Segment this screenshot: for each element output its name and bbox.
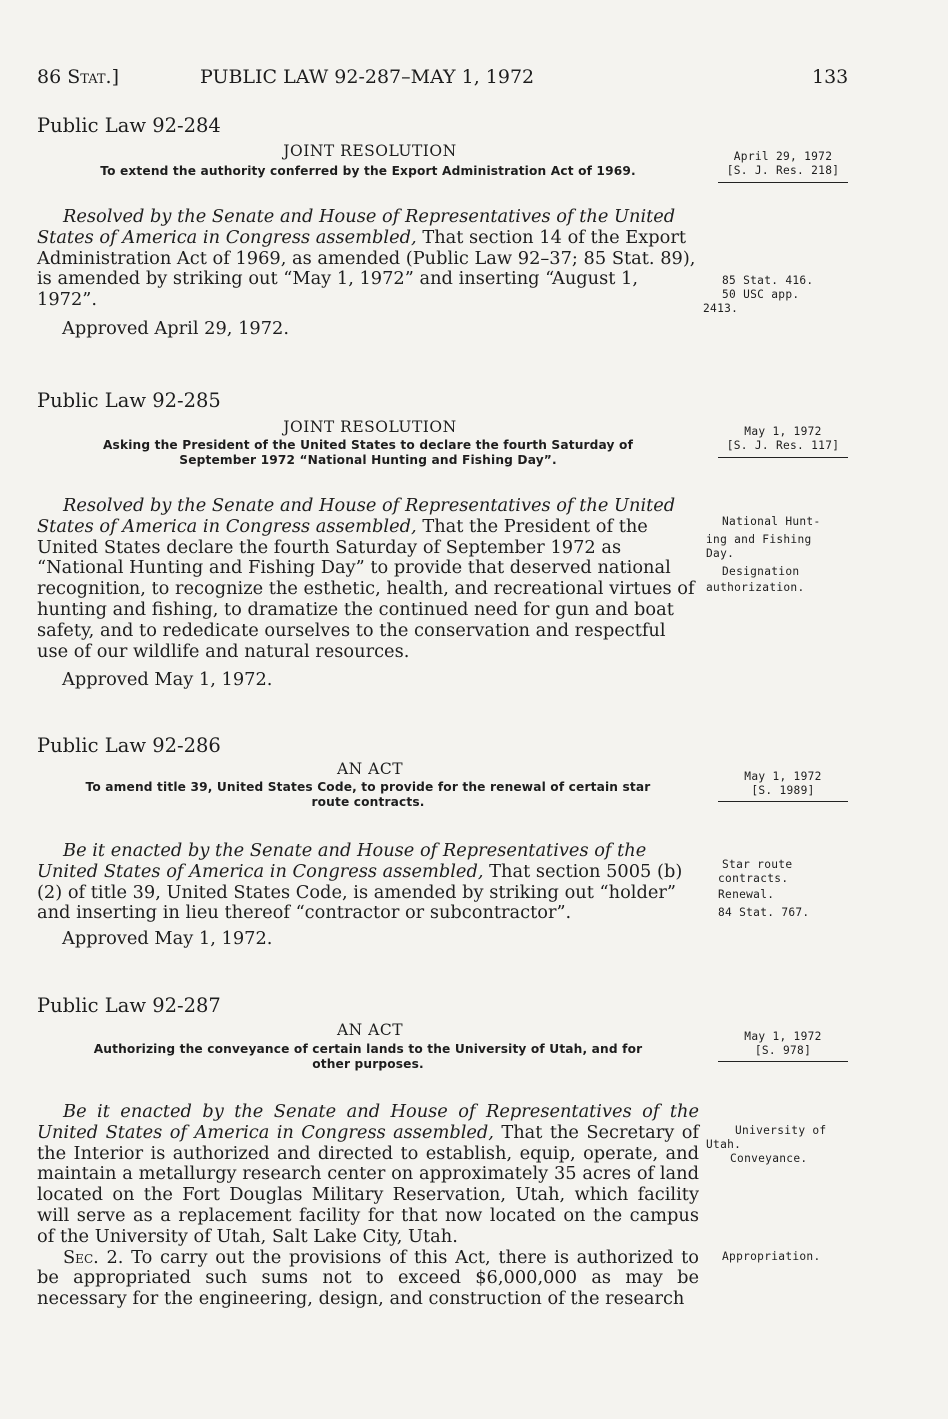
purpose-line: route contracts. [311,795,425,809]
margin-note: University of [735,1124,827,1137]
law-body: That section 14 of the Export Administration Act of 1969, as amended (Public Law 92–37; 85 Stat. 89), is amended by striking out “May 1, 1972” and inserting “August 1, 1972”. [37,226,696,311]
margin-note: 2413. [703,302,739,315]
running-header-title: PUBLIC LAW 92-287–MAY 1, 1972 [200,66,535,88]
resolution-kind: JOINT RESOLUTION [283,418,457,436]
page-number: 133 [812,66,849,88]
side-rule [718,457,848,458]
resolution-purpose [37,780,699,810]
purpose-line: To extend the authority conferred by the Export Administration Act of 1969. [100,164,636,178]
law-text [37,207,699,311]
law-text [37,841,699,924]
resolution-kind: JOINT RESOLUTION [283,142,457,160]
margin-note: 85 Stat. 416. [722,274,814,287]
purpose-line: To amend title 39, United States Code, to provide for the renewal of certain star [85,780,651,794]
section-label: Sec. 2. [63,1246,124,1268]
law-number: Public Law 92-286 [37,734,221,757]
approved-date: Approved April 29, 1972. [62,318,289,339]
purpose-line: September 1972 “National Hunting and Fishing Day”. [179,453,557,467]
side-bill-ref: [S. J. Res. 117] [726,439,840,452]
margin-note: contracts. [718,872,789,885]
margin-note: Designation [722,565,800,578]
margin-note: authorization. [706,581,805,594]
law-body: That the President of the United States declare the fourth Saturday of September 1972 as “National Hunting and Fishing Day” to provide that deserved national recognition, to recognize the esthetic, health, and recreational virtues of hunting and fishing, to dramatize the continued need for gun and boat safety, and to rededicate ourselves to the conservation and respectful use of our wildlife and natural resources. [37,515,695,662]
purpose-line: Asking the President of the United States to declare the fourth Saturday of [102,438,634,452]
margin-note: Conveyance. [730,1152,808,1165]
resolution-purpose [37,438,699,468]
resolution-kind: AN ACT [336,1021,404,1039]
side-bill-ref: [S. 978] [754,1044,812,1057]
side-date: May 1, 1972 [744,770,822,783]
law-body: That section 5005 (b)(2) of title 39, United States Code, is amended by striking out “holder” and inserting in lieu thereof “contractor or subcontractor”. [37,860,683,924]
purpose-line: other purposes. [312,1057,424,1071]
law-text [37,496,699,662]
side-rule [718,1061,848,1062]
approved-date: Approved May 1, 1972. [62,928,273,949]
law-number: Public Law 92-284 [37,114,221,137]
resolution-kind: AN ACT [336,760,404,778]
purpose-line: Authorizing the conveyance of certain lands to the University of Utah, and for [93,1042,643,1056]
law-number: Public Law 92-285 [37,389,221,412]
law-number: Public Law 92-287 [37,994,221,1017]
side-date: May 1, 1972 [744,1030,822,1043]
side-date: May 1, 1972 [744,425,822,438]
enacting-clause: Be it enacted by the Senate and House of Representatives of the United States of America in Congress assembled, [37,1101,699,1143]
margin-note: ing and Fishing [706,533,812,546]
margin-note: 50 USC app. [722,288,800,301]
running-header-stat: 86 Stat.] [37,66,119,88]
margin-note: 84 Stat. 767. [718,906,810,919]
section-2 [37,1248,699,1310]
margin-note: Day. [706,547,735,560]
side-bill-ref: [S. 1989] [751,784,815,797]
margin-note: National Hunt- [722,515,821,528]
resolution-purpose [37,164,699,179]
side-rule [718,801,848,802]
enacting-clause: Resolved by the Senate and House of Representatives of the United States of America in Congress assembled, [37,206,676,248]
side-bill-ref: [S. J. Res. 218] [726,164,840,177]
law-body: That the Secretary of the Interior is authorized and directed to establish, equip, operate, and maintain a metallurgy research center on approximately 35 acres of land located on the Fort Douglas Military Reservation, Utah, which facility will serve as a replacement facility for that now located on the campus of the University of Utah, Salt Lake City, Utah. [37,1121,699,1247]
margin-note: Renewal. [718,888,775,901]
resolution-purpose [37,1042,699,1072]
margin-note: Appropriation. [722,1250,821,1263]
margin-note: Utah. [706,1138,742,1151]
enacting-clause: Be it enacted by the Senate and House of Representatives of the United States of America in Congress assembled, [37,840,647,882]
side-date: April 29, 1972 [733,150,833,163]
section-text: To carry out the provisions of this Act, there is authorized to be appropriated such sums not to exceed $6,000,000 as may be necessary for the engineering, design, and construction of the research [37,1246,699,1310]
side-rule [718,182,848,183]
enacting-clause: Resolved by the Senate and House of Representatives of the United States of America in Congress assembled, [37,495,676,537]
margin-note: Star route [722,858,793,871]
law-text [37,1102,699,1310]
approved-date: Approved May 1, 1972. [62,669,273,690]
